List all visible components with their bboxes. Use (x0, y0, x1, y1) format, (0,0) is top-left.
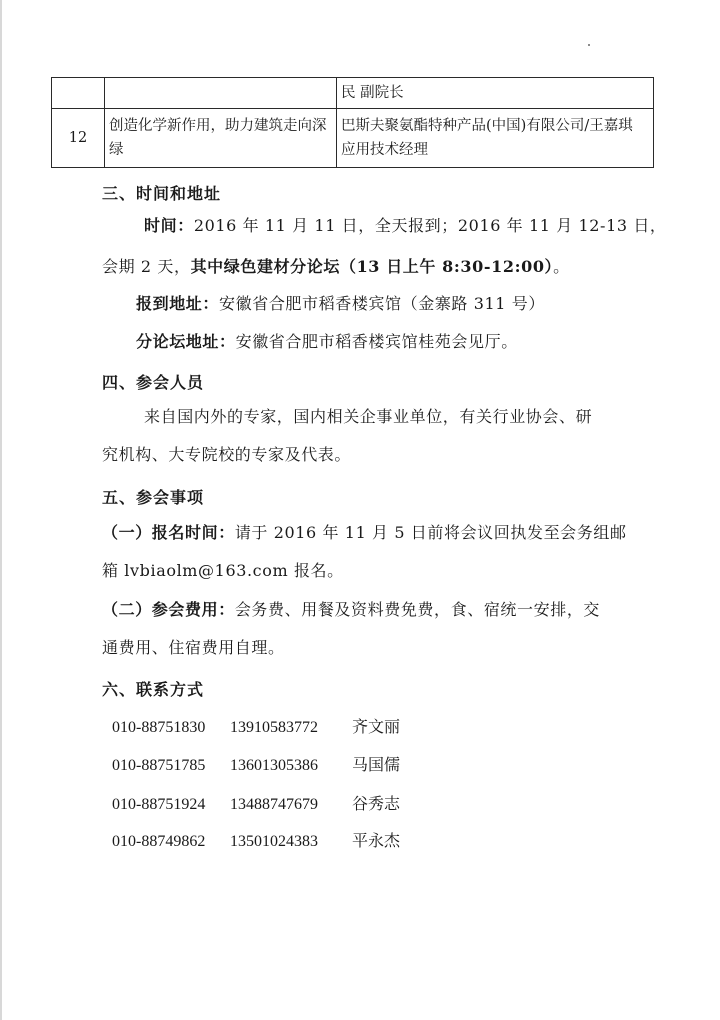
contact-row (112, 828, 400, 851)
attendees-line-1: 来自国内外的专家，国内相关企事业单位，有关行业协会、研 (144, 407, 593, 426)
row-number (52, 78, 105, 109)
contact-tel: 010-88751785 (112, 757, 206, 774)
reg-value: 安徽省合肥市稻香楼宾馆（金寨路 311 号） (219, 294, 545, 313)
scan-speck (588, 44, 590, 46)
agenda-table (51, 77, 654, 168)
fee-value: 会务费、用餐及资料费免费，食、宿统一安排，交 (234, 600, 601, 619)
contact-name: 谷秀志 (352, 796, 401, 813)
table-row (52, 109, 654, 168)
signup-label: （一）报名时间： (102, 523, 235, 542)
topic-line: 创造化学新作用，助力建筑走向深 (109, 118, 327, 134)
contact-name: 马国儒 (352, 757, 401, 774)
contact-row (112, 752, 400, 775)
contact-tel: 010-88751924 (112, 796, 206, 813)
row-speaker (337, 109, 654, 168)
section-heading: 五、参会事项 (102, 488, 205, 507)
contact-mobile: 13501024383 (230, 833, 318, 850)
contact-mobile: 13910583772 (230, 719, 318, 736)
contact-row (112, 714, 400, 737)
forum-label: 分论坛地址： (136, 332, 236, 351)
contact-mobile: 13488747679 (230, 796, 318, 813)
section-heading: 六、联系方式 (102, 680, 205, 699)
row-topic (105, 109, 337, 168)
contact-tel: 010-88749862 (112, 833, 206, 850)
time-line-1 (144, 207, 667, 245)
row-speaker: 民 副院长 (337, 78, 654, 109)
scan-edge-left (0, 0, 2, 1020)
signup-line-1 (102, 514, 627, 552)
time-value: 2016 年 11 月 11 日，全天报到；2016 年 11 月 12-13 日， (193, 216, 667, 235)
contact-mobile: 13601305386 (230, 757, 318, 774)
signup-value: 请于 2016 年 11 月 5 日前将会议回执发至会务组邮 (234, 523, 627, 542)
time-line-2 (102, 248, 610, 286)
registration-address (136, 285, 644, 323)
time-label: 时间： (144, 216, 194, 235)
fee-line-1 (102, 591, 610, 629)
fee-label: （二）参会费用： (102, 600, 235, 619)
reg-label: 报到地址： (136, 294, 220, 313)
forum-time: 其中绿色建材分论坛（13 日上午 8:30-12:00） (190, 257, 554, 276)
forum-address (136, 323, 644, 361)
time-duration: 会期 2 天， (102, 257, 191, 276)
section-heading: 四、参会人员 (102, 373, 205, 392)
attendees-line-2: 究机构、大专院校的专家及代表。 (102, 445, 352, 464)
period: 。 (553, 257, 570, 276)
section-heading: 三、时间和地址 (102, 184, 222, 203)
contact-tel: 010-88751830 (112, 719, 206, 736)
row-number: 12 (52, 109, 105, 168)
speaker-line: 应用技术经理 (341, 142, 428, 158)
forum-value: 安徽省合肥市稻香楼宾馆桂苑会见厅。 (235, 332, 518, 351)
row-topic (105, 78, 337, 109)
fee-line-2: 通费用、住宿费用自理。 (102, 638, 285, 657)
contact-name: 齐文丽 (352, 719, 401, 736)
signup-line-2: 箱 lvbiaolm@163.com 报名。 (102, 561, 344, 580)
topic-line: 绿 (109, 142, 124, 158)
table-row (52, 78, 654, 109)
contact-name: 平永杰 (352, 833, 401, 850)
speaker-line: 巴斯夫聚氨酯特种产品(中国)有限公司/王嘉琪 (341, 118, 633, 134)
contact-row (112, 791, 400, 814)
